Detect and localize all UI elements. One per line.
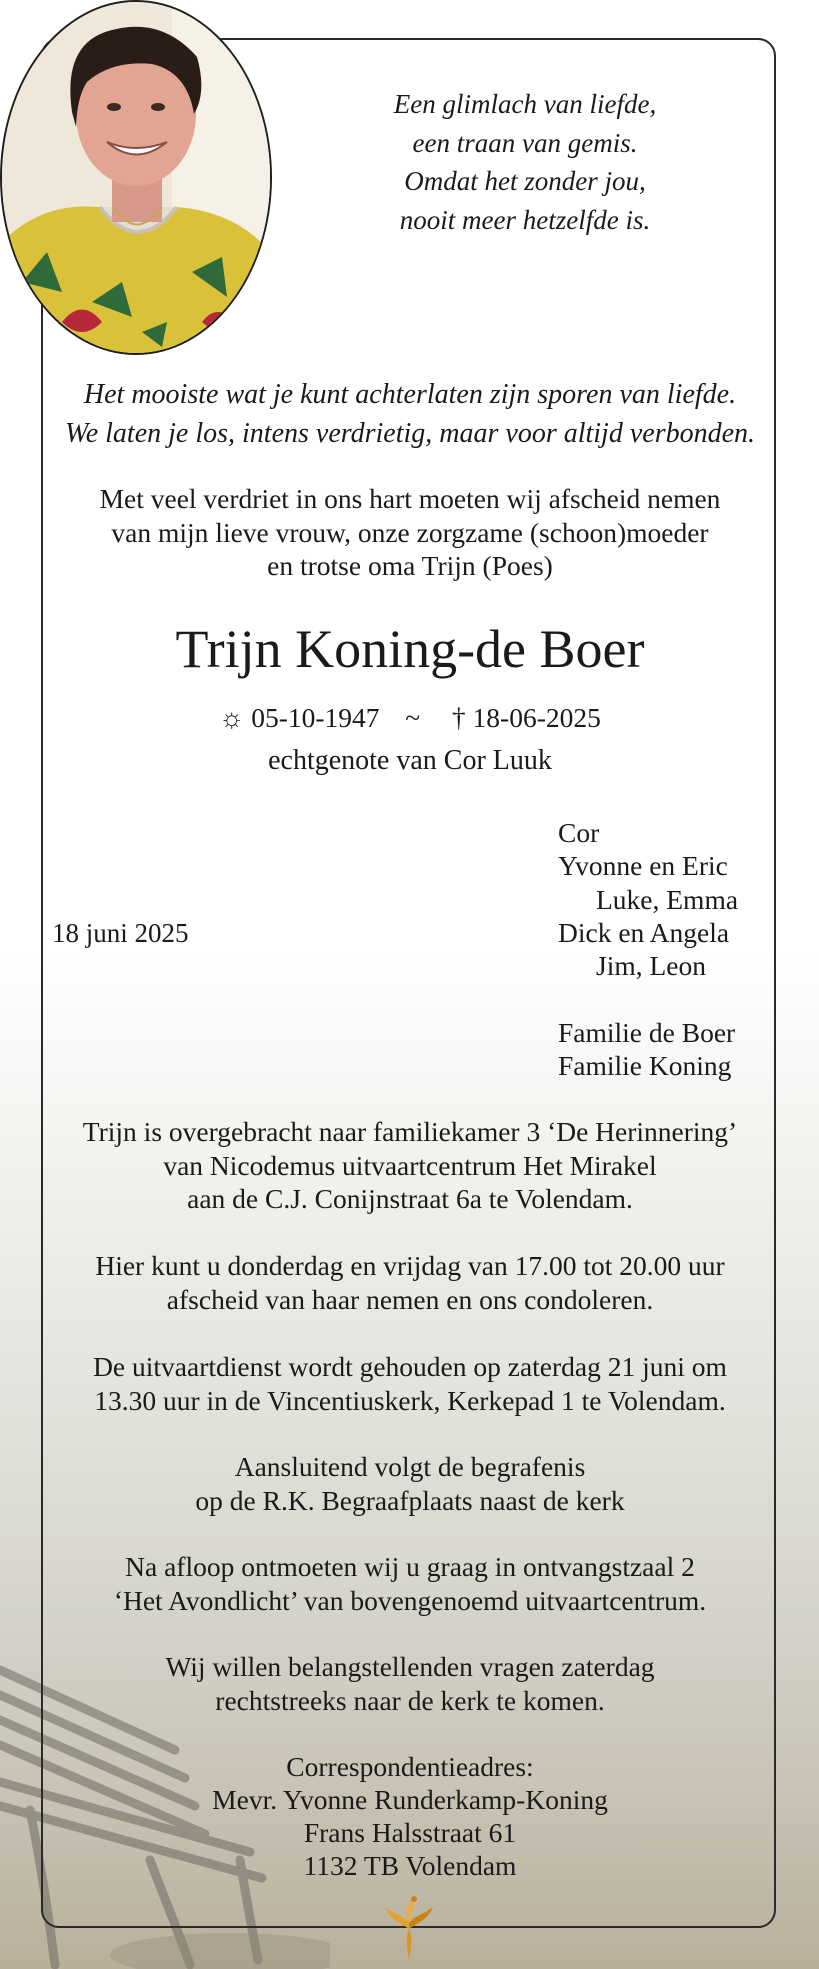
paragraph-line: De uitvaartdienst wordt gehouden op zaterdag 21 juni om bbox=[93, 1351, 727, 1382]
intro-text bbox=[40, 482, 780, 583]
date-separator: ~ bbox=[405, 702, 421, 733]
family-list bbox=[558, 816, 808, 1082]
family-member: Cor bbox=[558, 817, 600, 848]
cross-icon: † bbox=[451, 702, 466, 733]
death-date: 18-06-2025 bbox=[472, 702, 601, 733]
paragraph-line: Trijn is overgebracht naar familiekamer 3 ‘De Herinnering’ bbox=[82, 1116, 738, 1147]
portrait-photo bbox=[0, 0, 272, 355]
family-member: Dick en Angela bbox=[558, 916, 730, 948]
correspondence-address bbox=[40, 1750, 780, 1882]
poem-line: Omdat het zonder jou, bbox=[404, 166, 646, 196]
paragraph-line: ‘Het Avondlicht’ van bovengenoemd uitvaartcentrum. bbox=[113, 1584, 707, 1616]
family-member: Jim, Leon bbox=[596, 950, 706, 982]
place-date: 18 juni 2025 bbox=[52, 918, 189, 948]
life-dates bbox=[40, 700, 780, 736]
visiting-hours-paragraph bbox=[40, 1249, 780, 1316]
quote-line: We laten je los, intens verdrietig, maar voor altijd verbonden. bbox=[64, 418, 756, 449]
spouse-line: echtgenote van Cor Luuk bbox=[268, 745, 552, 776]
deceased-name: Trijn Koning-de Boer bbox=[175, 619, 645, 679]
poem-line: Een glimlach van liefde, bbox=[393, 89, 657, 119]
paragraph-line: Wij willen belangstellenden vragen zaterdag bbox=[165, 1651, 655, 1682]
poem-line: een traan van gemis. bbox=[412, 127, 638, 158]
paragraph-line: 13.30 uur in de Vincentiuskerk, Kerkepad 1 te Volendam. bbox=[94, 1384, 726, 1416]
paragraph-line: van Nicodemus uitvaartcentrum Het Mirakel bbox=[163, 1149, 657, 1181]
poem-line: nooit meer hetzelfde is. bbox=[399, 204, 651, 235]
poem bbox=[315, 85, 735, 239]
burial-paragraph bbox=[40, 1450, 780, 1517]
paragraph-line: afscheid van haar nemen en ons condoleren. bbox=[166, 1283, 654, 1315]
family-member: Luke, Emma bbox=[596, 883, 739, 915]
phoenix-logo-icon bbox=[383, 1893, 435, 1961]
family-member: Familie Koning bbox=[558, 1050, 732, 1082]
viewing-location-paragraph bbox=[40, 1115, 780, 1216]
sun-icon: ☼ bbox=[219, 702, 245, 733]
reception-paragraph bbox=[40, 1550, 780, 1617]
family-spacer bbox=[558, 982, 808, 1015]
intro-line: Met veel verdriet in ons hart moeten wij afscheid nemen bbox=[99, 483, 721, 514]
correspondence-name: Mevr. Yvonne Runderkamp-Koning bbox=[212, 1784, 608, 1815]
paragraph-line: aan de C.J. Conijnstraat 6a te Volendam. bbox=[187, 1183, 633, 1214]
paragraph-line: Na afloop ontmoeten wij u graag in ontvangstzaal 2 bbox=[125, 1551, 695, 1582]
paragraph-line: op de R.K. Begraafplaats naast de kerk bbox=[195, 1484, 625, 1516]
family-member: Familie de Boer bbox=[558, 1016, 736, 1048]
quote-line: Het mooiste wat je kunt achterlaten zijn sporen van liefde. bbox=[83, 379, 737, 410]
paragraph-line: rechtstreeks naar de kerk te komen. bbox=[215, 1684, 605, 1716]
correspondence-heading: Correspondentieadres: bbox=[286, 1751, 534, 1782]
paragraph-line: Hier kunt u donderdag en vrijdag van 17.00 tot 20.00 uur bbox=[95, 1250, 725, 1281]
intro-line: van mijn lieve vrouw, onze zorgzame (schoon)moeder bbox=[111, 516, 709, 548]
quote bbox=[40, 375, 780, 453]
intro-line: en trotse oma Trijn (Poes) bbox=[267, 550, 553, 581]
correspondence-city: 1132 TB Volendam bbox=[303, 1850, 517, 1881]
paragraph-line: Aansluitend volgt de begrafenis bbox=[234, 1451, 586, 1482]
request-paragraph bbox=[40, 1650, 780, 1717]
service-paragraph bbox=[40, 1350, 780, 1417]
birth-date: 05-10-1947 bbox=[251, 702, 380, 733]
family-member: Yvonne en Eric bbox=[558, 850, 728, 882]
correspondence-street: Frans Halsstraat 61 bbox=[303, 1817, 517, 1848]
